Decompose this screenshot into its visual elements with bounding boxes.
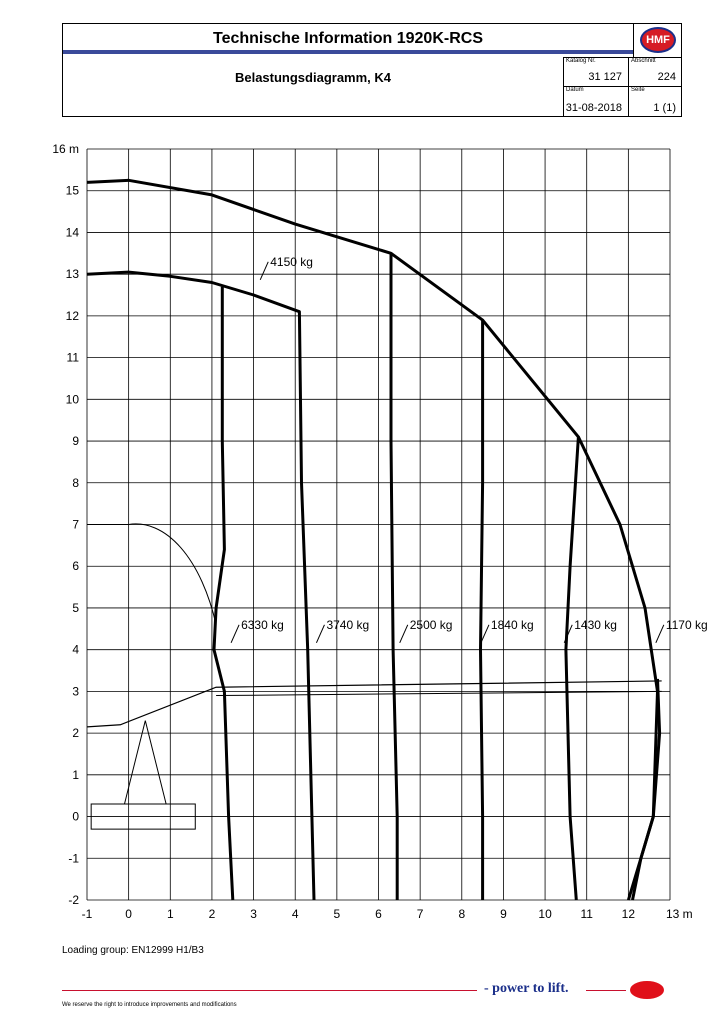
loading-group-note: Loading group: EN12999 H1/B3 [62, 945, 204, 956]
load-curve-3740-kg [87, 180, 397, 900]
y-tick-label: 1 [72, 767, 79, 782]
curve-label: 3740 kg [326, 617, 370, 632]
x-tick-label: 6 [375, 907, 382, 921]
x-tick-label: 0 [125, 907, 132, 921]
footer-line-right [586, 990, 626, 991]
y-tick-label: 7 [72, 517, 79, 532]
y-tick-label: 14 [65, 225, 79, 240]
x-tick-label: 12 [621, 907, 636, 921]
x-tick-label: 3 [250, 907, 257, 921]
x-tick-label: 1 [166, 907, 174, 921]
x-tick-label: 5 [333, 907, 341, 921]
curve-label: 2500 kg [409, 617, 453, 632]
page-label: Seite [631, 87, 645, 93]
y-tick-label: 8 [72, 475, 79, 490]
y-tick-label: 5 [72, 600, 79, 615]
crane-boom-lower [216, 691, 662, 695]
curve-label-leader [316, 625, 324, 643]
y-tick-label: 16 m [52, 142, 79, 156]
section-value: 224 [657, 71, 676, 83]
hmf-logo: HMF [640, 27, 676, 53]
footer-line [62, 990, 477, 991]
x-tick-label: 4 [291, 907, 299, 921]
page-value: 1 (1) [653, 102, 676, 114]
y-tick-label: 13 [65, 267, 79, 282]
y-tick-label: 15 [65, 183, 79, 198]
x-tick-label: 13 m [666, 907, 693, 921]
y-tick-label: 9 [72, 434, 79, 449]
slogan: - power to lift. [484, 981, 569, 996]
disclaimer: We reserve the right to introduce improvements and modifications [62, 1002, 237, 1008]
x-tick-label: 10 [538, 907, 552, 921]
load-curve-1430-kg [578, 437, 657, 900]
curve-label: 1170 kg [665, 617, 708, 632]
x-tick-label: 2 [208, 907, 216, 921]
curve-label: 1430 kg [574, 617, 617, 632]
y-tick-label: 6 [72, 559, 79, 574]
crane-boom [87, 681, 662, 727]
load-curve-2500-kg [391, 253, 483, 900]
y-tick-label: 2 [72, 726, 79, 741]
curve-label-leader [656, 625, 664, 643]
x-tick-label: 8 [458, 907, 466, 921]
curve-label: 4150 kg [270, 254, 313, 269]
curve-label: 6330 kg [241, 617, 284, 632]
date-label: Datum [566, 87, 584, 93]
curve-label: 1840 kg [490, 617, 534, 632]
reach-arc [87, 524, 216, 625]
y-tick-label: -2 [68, 893, 79, 907]
catalog-label: Katalog Nr. [566, 58, 596, 64]
load-curve-6330-kg [214, 287, 233, 900]
footer-logo-dot [630, 981, 664, 999]
y-tick-label: 4 [72, 642, 79, 657]
document-subtitle: Belastungsdiagramm, K4 [234, 70, 392, 85]
y-tick-label: 11 [66, 350, 79, 365]
x-tick-label: -1 [81, 907, 93, 921]
load-curve-4150-kg [87, 272, 314, 900]
y-tick-label: 10 [65, 392, 79, 407]
y-tick-label: 3 [72, 684, 79, 699]
curve-label-leader [231, 625, 239, 643]
y-tick-label: 0 [72, 809, 79, 824]
y-tick-label: -1 [68, 851, 79, 866]
document-title: Technische Information 1920K-RCS [213, 30, 483, 47]
date-value: 31-08-2018 [565, 102, 622, 114]
section-label: Abschnitt [631, 58, 656, 64]
x-tick-label: 11 [580, 907, 593, 921]
load-curve-1840-kg [483, 320, 579, 900]
curve-label-leader [260, 262, 268, 280]
curve-label-leader [400, 625, 408, 643]
x-tick-label: 7 [416, 907, 424, 921]
y-tick-label: 12 [65, 308, 79, 323]
x-tick-label: 9 [500, 907, 507, 921]
catalog-value: 31 127 [588, 71, 622, 83]
